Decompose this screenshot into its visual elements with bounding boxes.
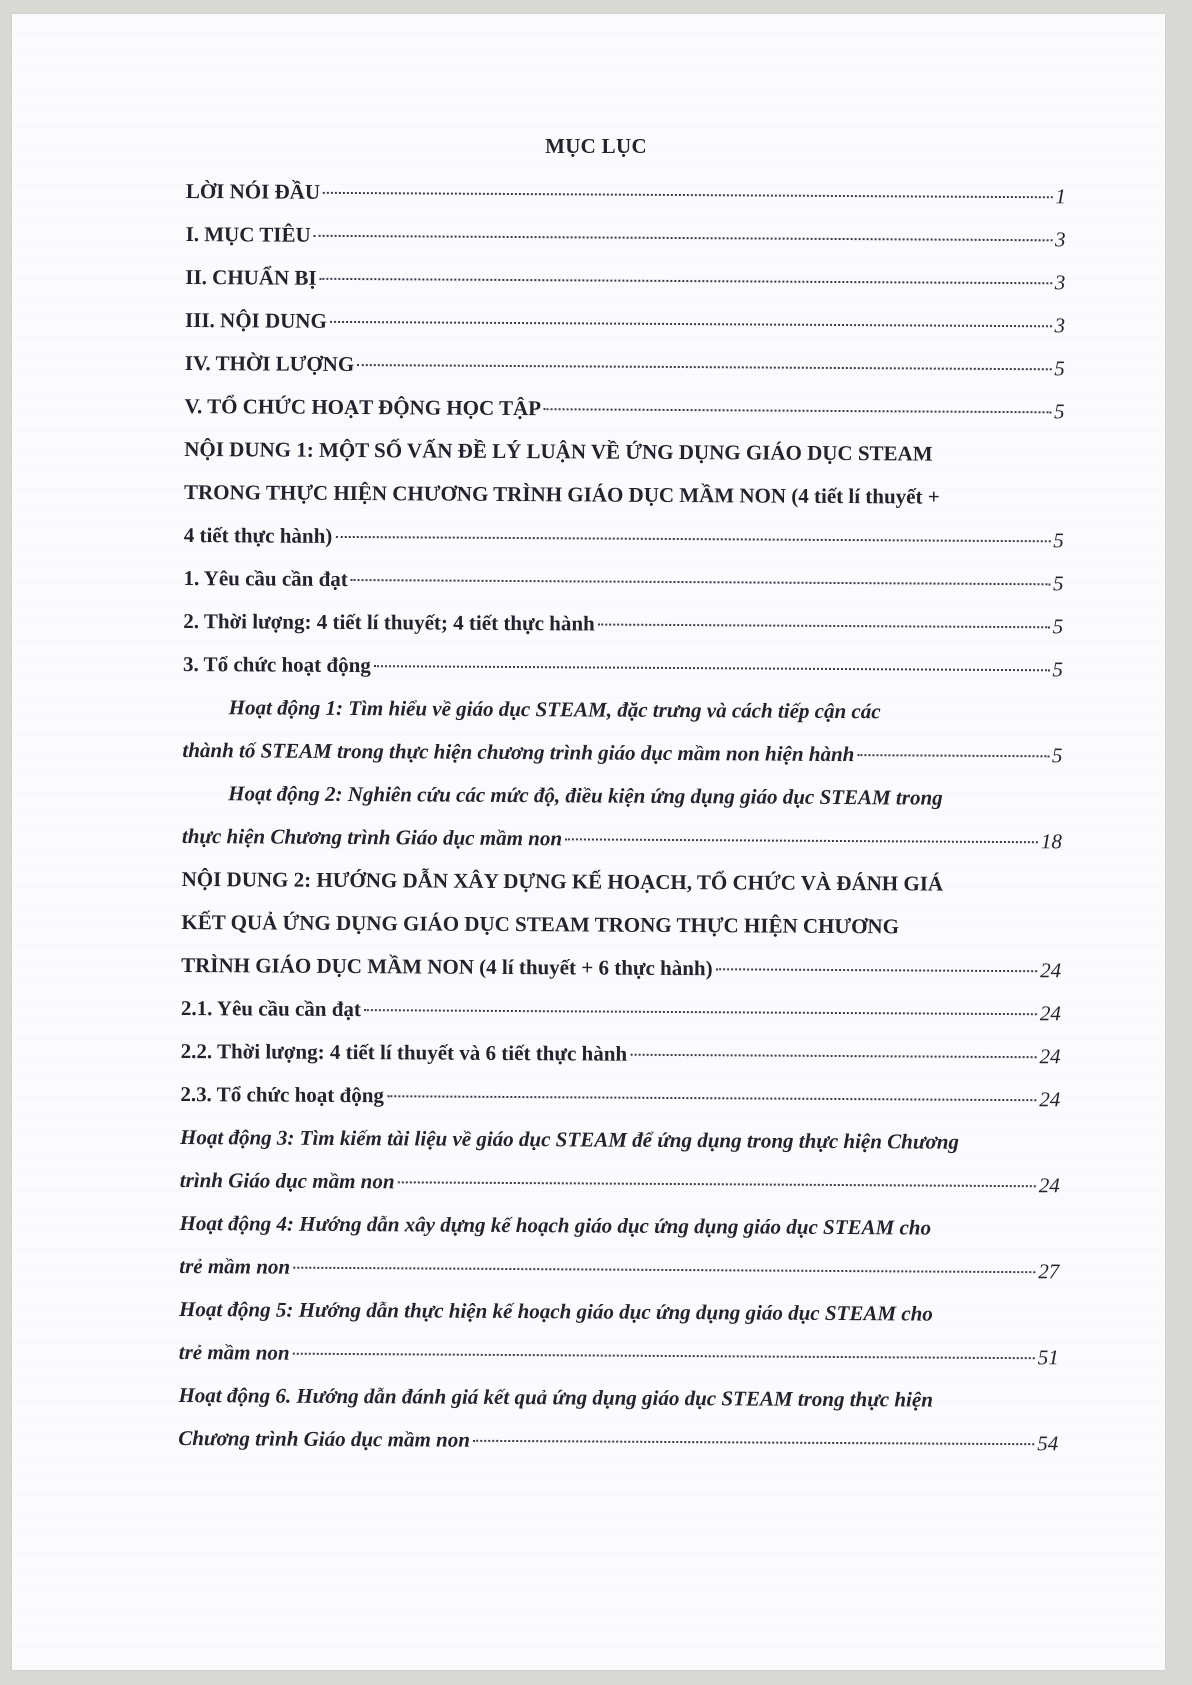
toc-entry-text: 1. Yêu cầu cần đạt [183,565,348,591]
toc-page-number: 1 [1055,184,1066,209]
dot-leader [398,1181,1036,1187]
toc-entry-text: II. CHUẨN BỊ [185,264,317,290]
toc-entry-last-line [184,514,1064,562]
toc-entry-last-line [180,1159,1060,1207]
toc-entry-last-line [181,944,1061,992]
toc-entry-text: 2.1. Yêu cầu cần đạt [180,995,362,1022]
dot-leader [293,1353,1035,1360]
dot-leader [364,1009,1037,1015]
dot-leader [374,665,1050,671]
toc-page-number: 5 [1052,614,1064,639]
toc-entry-last-line [178,1417,1058,1465]
toc-page-number: 27 [1038,1259,1060,1284]
toc-entry-line: Hoạt động 5: Hướng dẫn thực hiện kế hoạch giáo dục ứng dụng giáo dục STEAM cho [178,1296,933,1326]
toc-entry-line: Hoạt động 4: Hướng dẫn xây dựng kế hoạch giáo dục ứng dụng giáo dục STEAM cho [179,1210,932,1240]
toc-entry-2-3-organization[interactable] [180,1073,1060,1121]
dot-leader [565,838,1038,843]
toc-entry-text: 2. Thời lượng: 4 tiết lí thuyết; 4 tiết thực hành [183,608,595,636]
toc-entry-activity-3[interactable] [180,1116,1061,1207]
dot-leader [857,754,1049,757]
toc-entry-line: Hoạt động 6. Hướng dẫn đánh giá kết quả ứng dụng giáo dục STEAM trong thực hiện [178,1382,934,1412]
toc-page-number: 5 [1054,356,1065,381]
toc-page-number: 3 [1055,227,1066,252]
toc-entry-duration[interactable] [185,342,1065,390]
toc-entry-last-line [182,729,1062,777]
toc-entry-preparation[interactable] [185,256,1065,304]
toc-page-number: 3 [1054,270,1066,295]
toc-entry-text: thành tố STEAM trong thực hiện chương trình giáo dục mầm non hiện hành [182,737,855,767]
toc-entry-text: IV. THỜI LƯỢNG [184,350,355,377]
table-of-contents [178,170,1066,1465]
toc-page-number: 24 [1039,1087,1061,1112]
toc-entry-text: thực hiện Chương trình Giáo dục mầm non [181,823,563,851]
dot-leader [598,624,1050,629]
toc-entry-text: 4 tiết thực hành) [183,522,333,548]
toc-entry-text: trẻ mầm non [178,1339,290,1365]
dot-leader [314,235,1052,242]
toc-entry-text: I. MỤC TIÊU [185,221,311,247]
dot-leader [293,1267,1035,1274]
toc-entry-last-line [179,1331,1059,1379]
toc-entry-text: 2.3. Tổ chức hoạt động [180,1081,385,1108]
toc-entry-content[interactable] [185,299,1065,347]
toc-entry-text: Chương trình Giáo dục mầm non [178,1425,471,1452]
toc-entry-text: III. NỘI DUNG [185,307,327,333]
toc-entry-activity-1[interactable] [182,686,1063,777]
toc-entry-text: V. TỔ CHỨC HOẠT ĐỘNG HỌC TẬP [184,393,542,421]
toc-entry-3-organization[interactable] [183,643,1063,691]
toc-entry-text: trẻ mầm non [179,1253,291,1279]
toc-entry-activity-6[interactable] [178,1374,1059,1465]
toc-entry-line: NỘI DUNG 2: HƯỚNG DẪN XÂY DỰNG KẾ HOẠCH, TỔ CHỨC VÀ ĐÁNH GIÁ [181,866,944,896]
toc-entry-line: Hoạt động 3: Tìm kiếm tài liệu về giáo dục STEAM để ứng dụng trong thực hiện Chương [180,1124,960,1154]
toc-entry-text: TRÌNH GIÁO DỤC MẦM NON (4 lí thuyết + 6 thực hành) [181,952,713,981]
toc-entry-last-line [182,815,1062,863]
toc-page-number: 24 [1038,1173,1060,1198]
dot-leader [323,192,1052,198]
dot-leader [630,1054,1036,1058]
toc-page-number: 24 [1039,1001,1061,1026]
toc-page-number: 51 [1037,1345,1059,1370]
toc-entry-last-line [179,1245,1059,1293]
toc-page-number: 5 [1053,528,1064,553]
toc-title: MỤC LỤC [545,134,647,158]
toc-entry-1-requirements[interactable] [183,557,1063,605]
dot-leader [716,968,1038,972]
dot-leader [320,278,1052,284]
toc-page-number: 54 [1037,1431,1059,1456]
toc-entry-line: TRONG THỰC HIỆN CHƯƠNG TRÌNH GIÁO DỤC MẦM NON (4 tiết lí thuyết + [183,479,940,509]
dot-leader [473,1440,1034,1445]
toc-page-number: 5 [1053,399,1065,424]
dot-leader [351,579,1050,585]
toc-entry-activity-4[interactable] [179,1202,1060,1293]
toc-entry-activity-5[interactable] [179,1288,1060,1379]
dot-leader [544,408,1051,413]
dot-leader [357,364,1051,370]
dot-leader [335,536,1050,542]
toc-page-number: 24 [1040,958,1062,983]
toc-page-number: 5 [1052,657,1064,682]
toc-entry-content-1[interactable] [184,428,1065,562]
toc-page-number: 5 [1052,571,1064,596]
toc-entry-learning-activities[interactable] [184,385,1064,433]
dot-leader [387,1095,1036,1101]
toc-page-number: 18 [1040,829,1062,854]
toc-entry-activity-2[interactable] [182,772,1063,863]
toc-page-number: 5 [1051,743,1063,768]
toc-entry-2-2-duration[interactable] [180,1030,1060,1078]
toc-entry-text: 2.2. Thời lượng: 4 tiết lí thuyết và 6 tiết thực hành [180,1038,628,1066]
toc-entry-content-2[interactable] [181,858,1062,992]
toc-entry-line: Hoạt động 1: Tìm hiểu về giáo dục STEAM, đặc trưng và cách tiếp cận các [228,695,881,724]
toc-entry-text: 3. Tổ chức hoạt động [182,651,371,678]
toc-entry-line: Hoạt động 2: Nghiên cứu các mức độ, điều kiện ứng dụng giáo dục STEAM trong [228,781,943,810]
toc-entry-line: NỘI DUNG 1: MỘT SỐ VẤN ĐỀ LÝ LUẬN VỀ ỨNG DỤNG GIÁO DỤC STEAM [184,436,933,466]
toc-entry-text: LỜI NÓI ĐẦU [185,178,321,204]
toc-page-number: 24 [1039,1044,1061,1069]
toc-entry-2-1-requirements[interactable] [181,987,1061,1035]
toc-entry-foreword[interactable] [186,170,1066,218]
toc-entry-text: trình Giáo dục mầm non [179,1167,395,1194]
dot-leader [330,321,1052,327]
toc-entry-objectives[interactable] [185,213,1065,261]
toc-entry-line: KẾT QUẢ ỨNG DỤNG GIÁO DỤC STEAM TRONG THỰC HIỆN CHƯƠNG [181,909,900,939]
toc-page-number: 3 [1054,313,1066,338]
toc-entry-2-duration[interactable] [183,600,1063,648]
